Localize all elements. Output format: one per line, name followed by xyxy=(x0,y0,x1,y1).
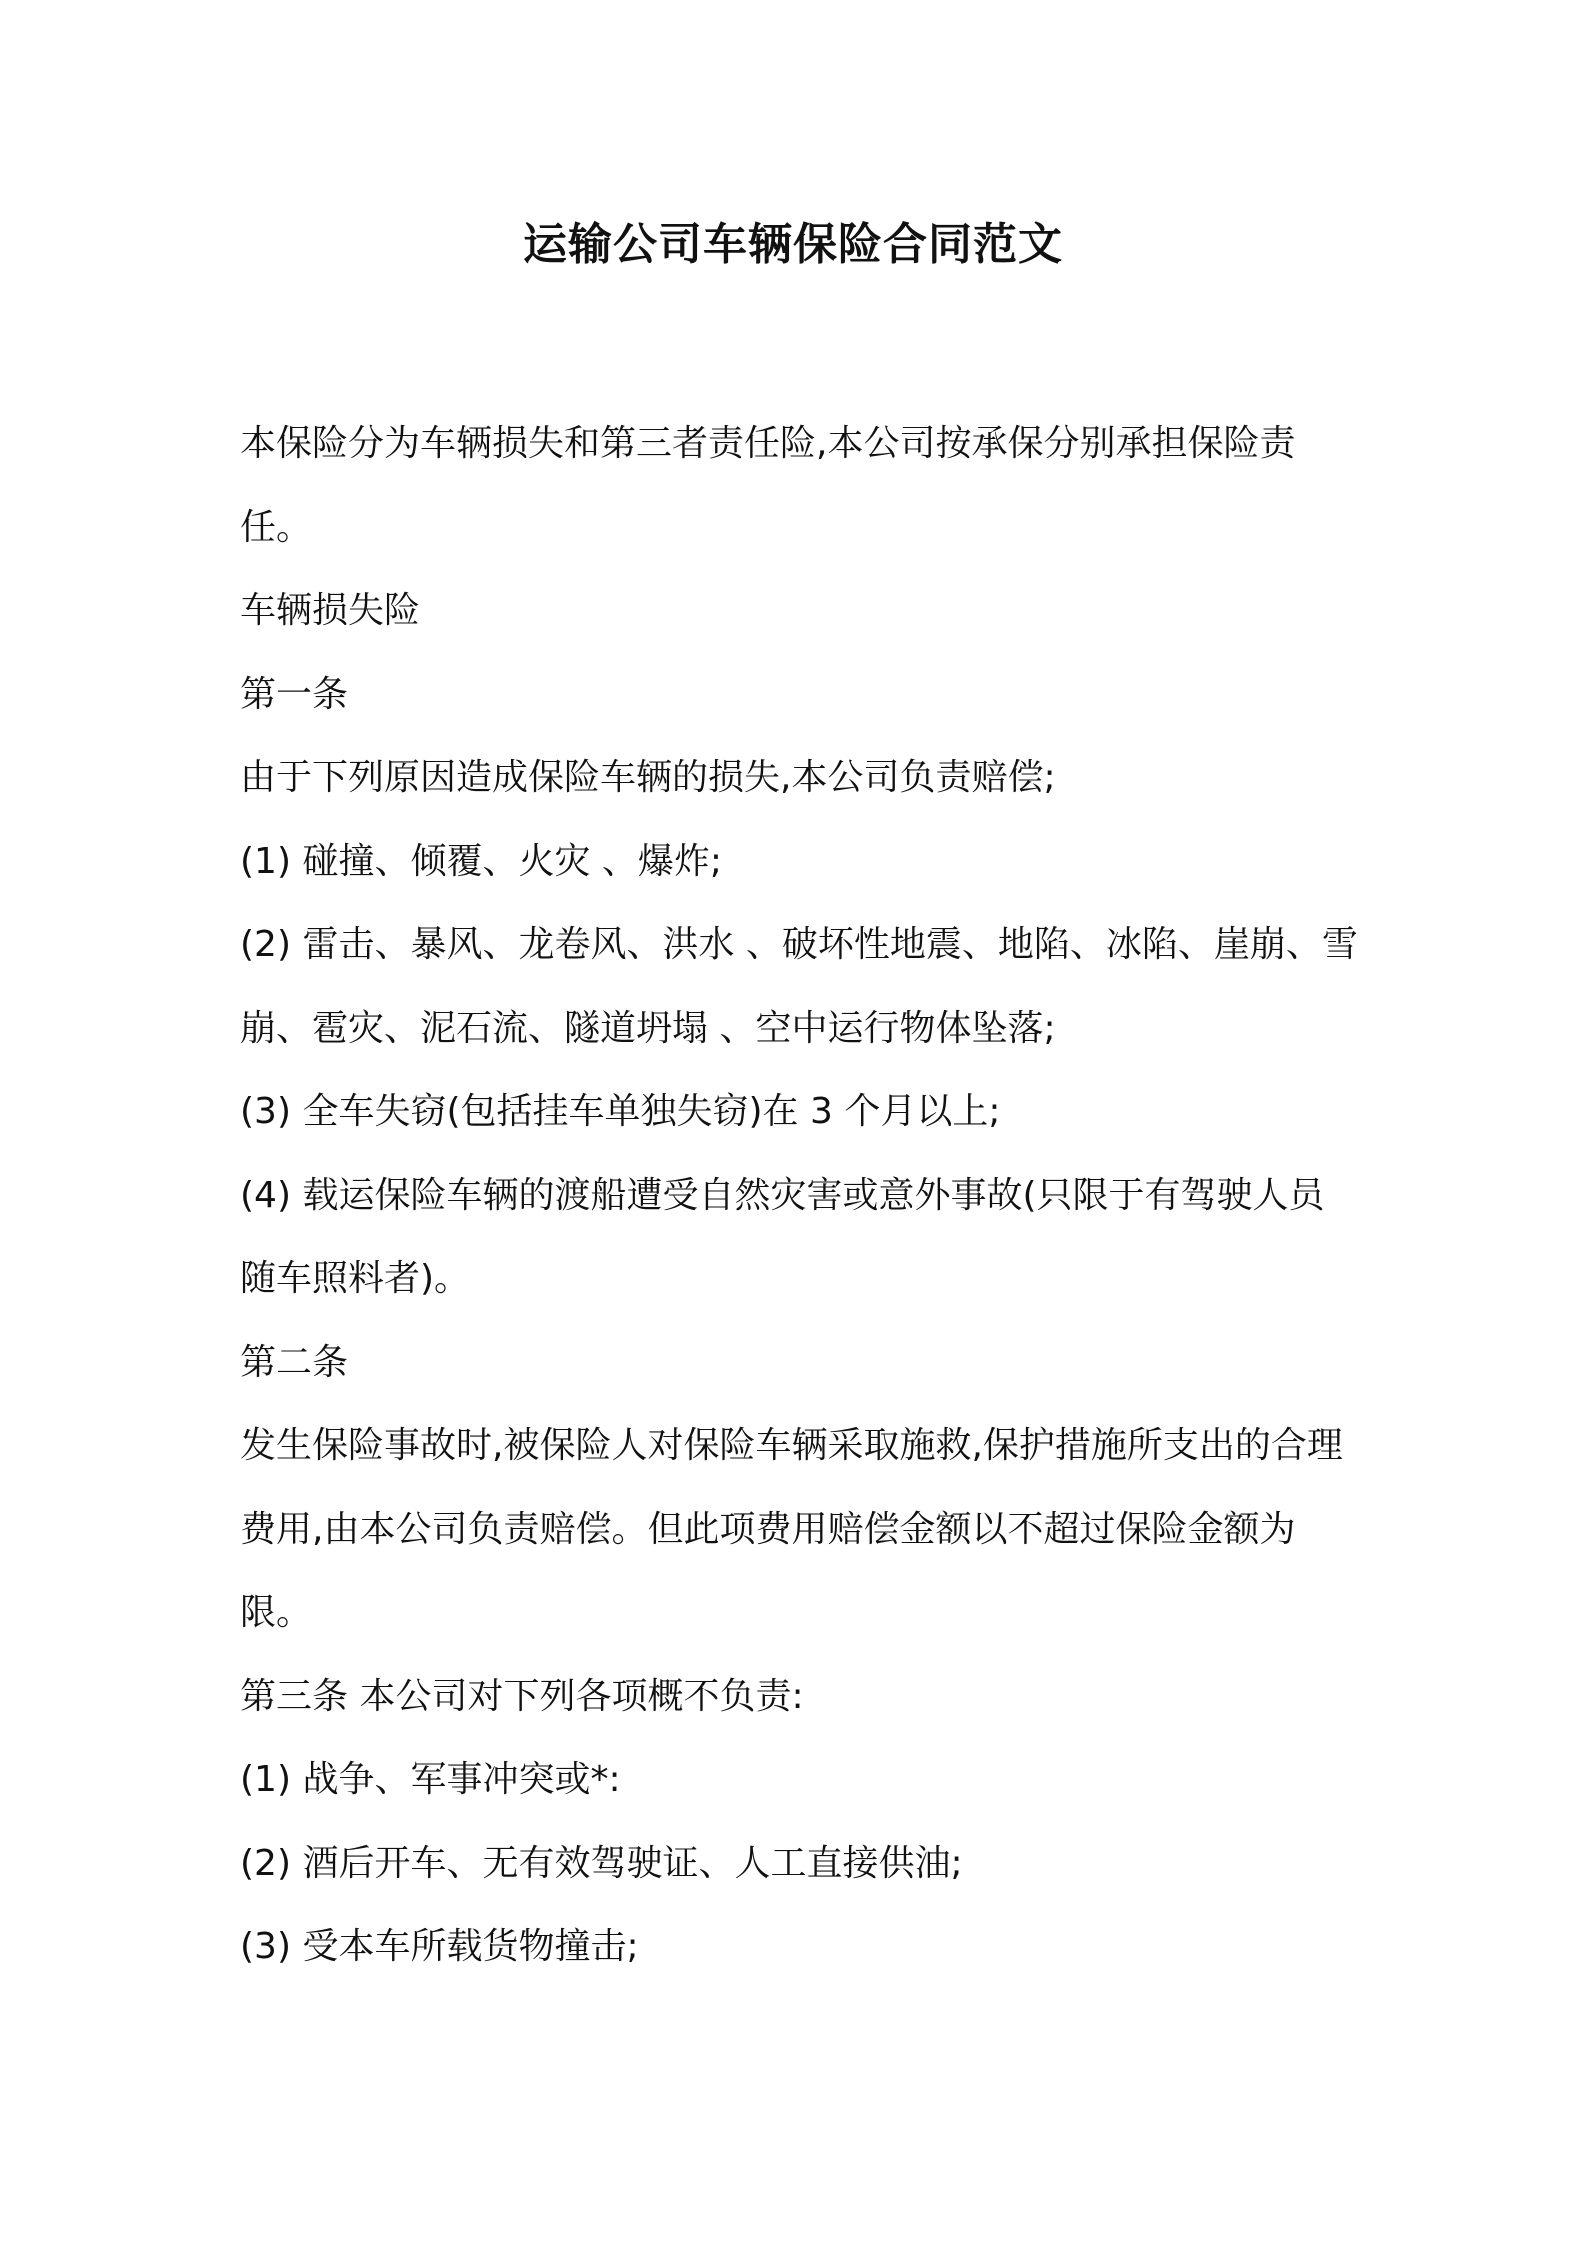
article-1-heading: 第一条 xyxy=(240,673,349,715)
article-1-item-2: (2) 雷击、暴风、龙卷风、洪水 、破坏性地震、地陷、冰陷、崖崩、雪崩、雹灾、泥石流、隧道坍塌 、空中运行物体坠落; xyxy=(240,924,1358,1049)
section-heading-vehicle-loss: 车辆损失险 xyxy=(240,590,421,631)
article-2-heading: 第二条 xyxy=(240,1341,349,1383)
article-1-item-4: (4) 载运保险车辆的渡船遭受自然灾害或意外事故(只限于有驾驶人员随车照料者)。 xyxy=(240,1174,1325,1299)
article-3-item-2: (2) 酒后开车、无有效驾驶证、人工直接供油; xyxy=(240,1842,963,1884)
article-3-item-3: (3) 受本车所载货物撞击; xyxy=(240,1926,639,1967)
article-3-item-1: (1) 战争、军事冲突或*: xyxy=(240,1759,621,1800)
document-body xyxy=(240,402,1360,1989)
article-3-heading: 第三条 本公司对下列各项概不负责: xyxy=(240,1675,804,1717)
intro-paragraph: 本保险分为车辆损失和第三者责任险,本公司按承保分别承担保险责任。 xyxy=(240,423,1296,548)
article-1-text: 由于下列原因造成保险车辆的损失,本公司负责赔偿; xyxy=(240,757,1056,798)
article-1-item-3: (3) 全车失窃(包括挂车单独失窃)在 3 个月以上; xyxy=(240,1091,1001,1132)
article-1-item-1: (1) 碰撞、倾覆、火灾 、爆炸; xyxy=(240,840,723,882)
document-title: 运输公司车辆保险合同范文 xyxy=(523,219,1063,270)
article-2-text: 发生保险事故时,被保险人对保险车辆采取施救,保护措施所支出的合理费用,由本公司负责赔偿。但此项费用赔偿金额以不超过保险金额为限。 xyxy=(240,1425,1343,1633)
